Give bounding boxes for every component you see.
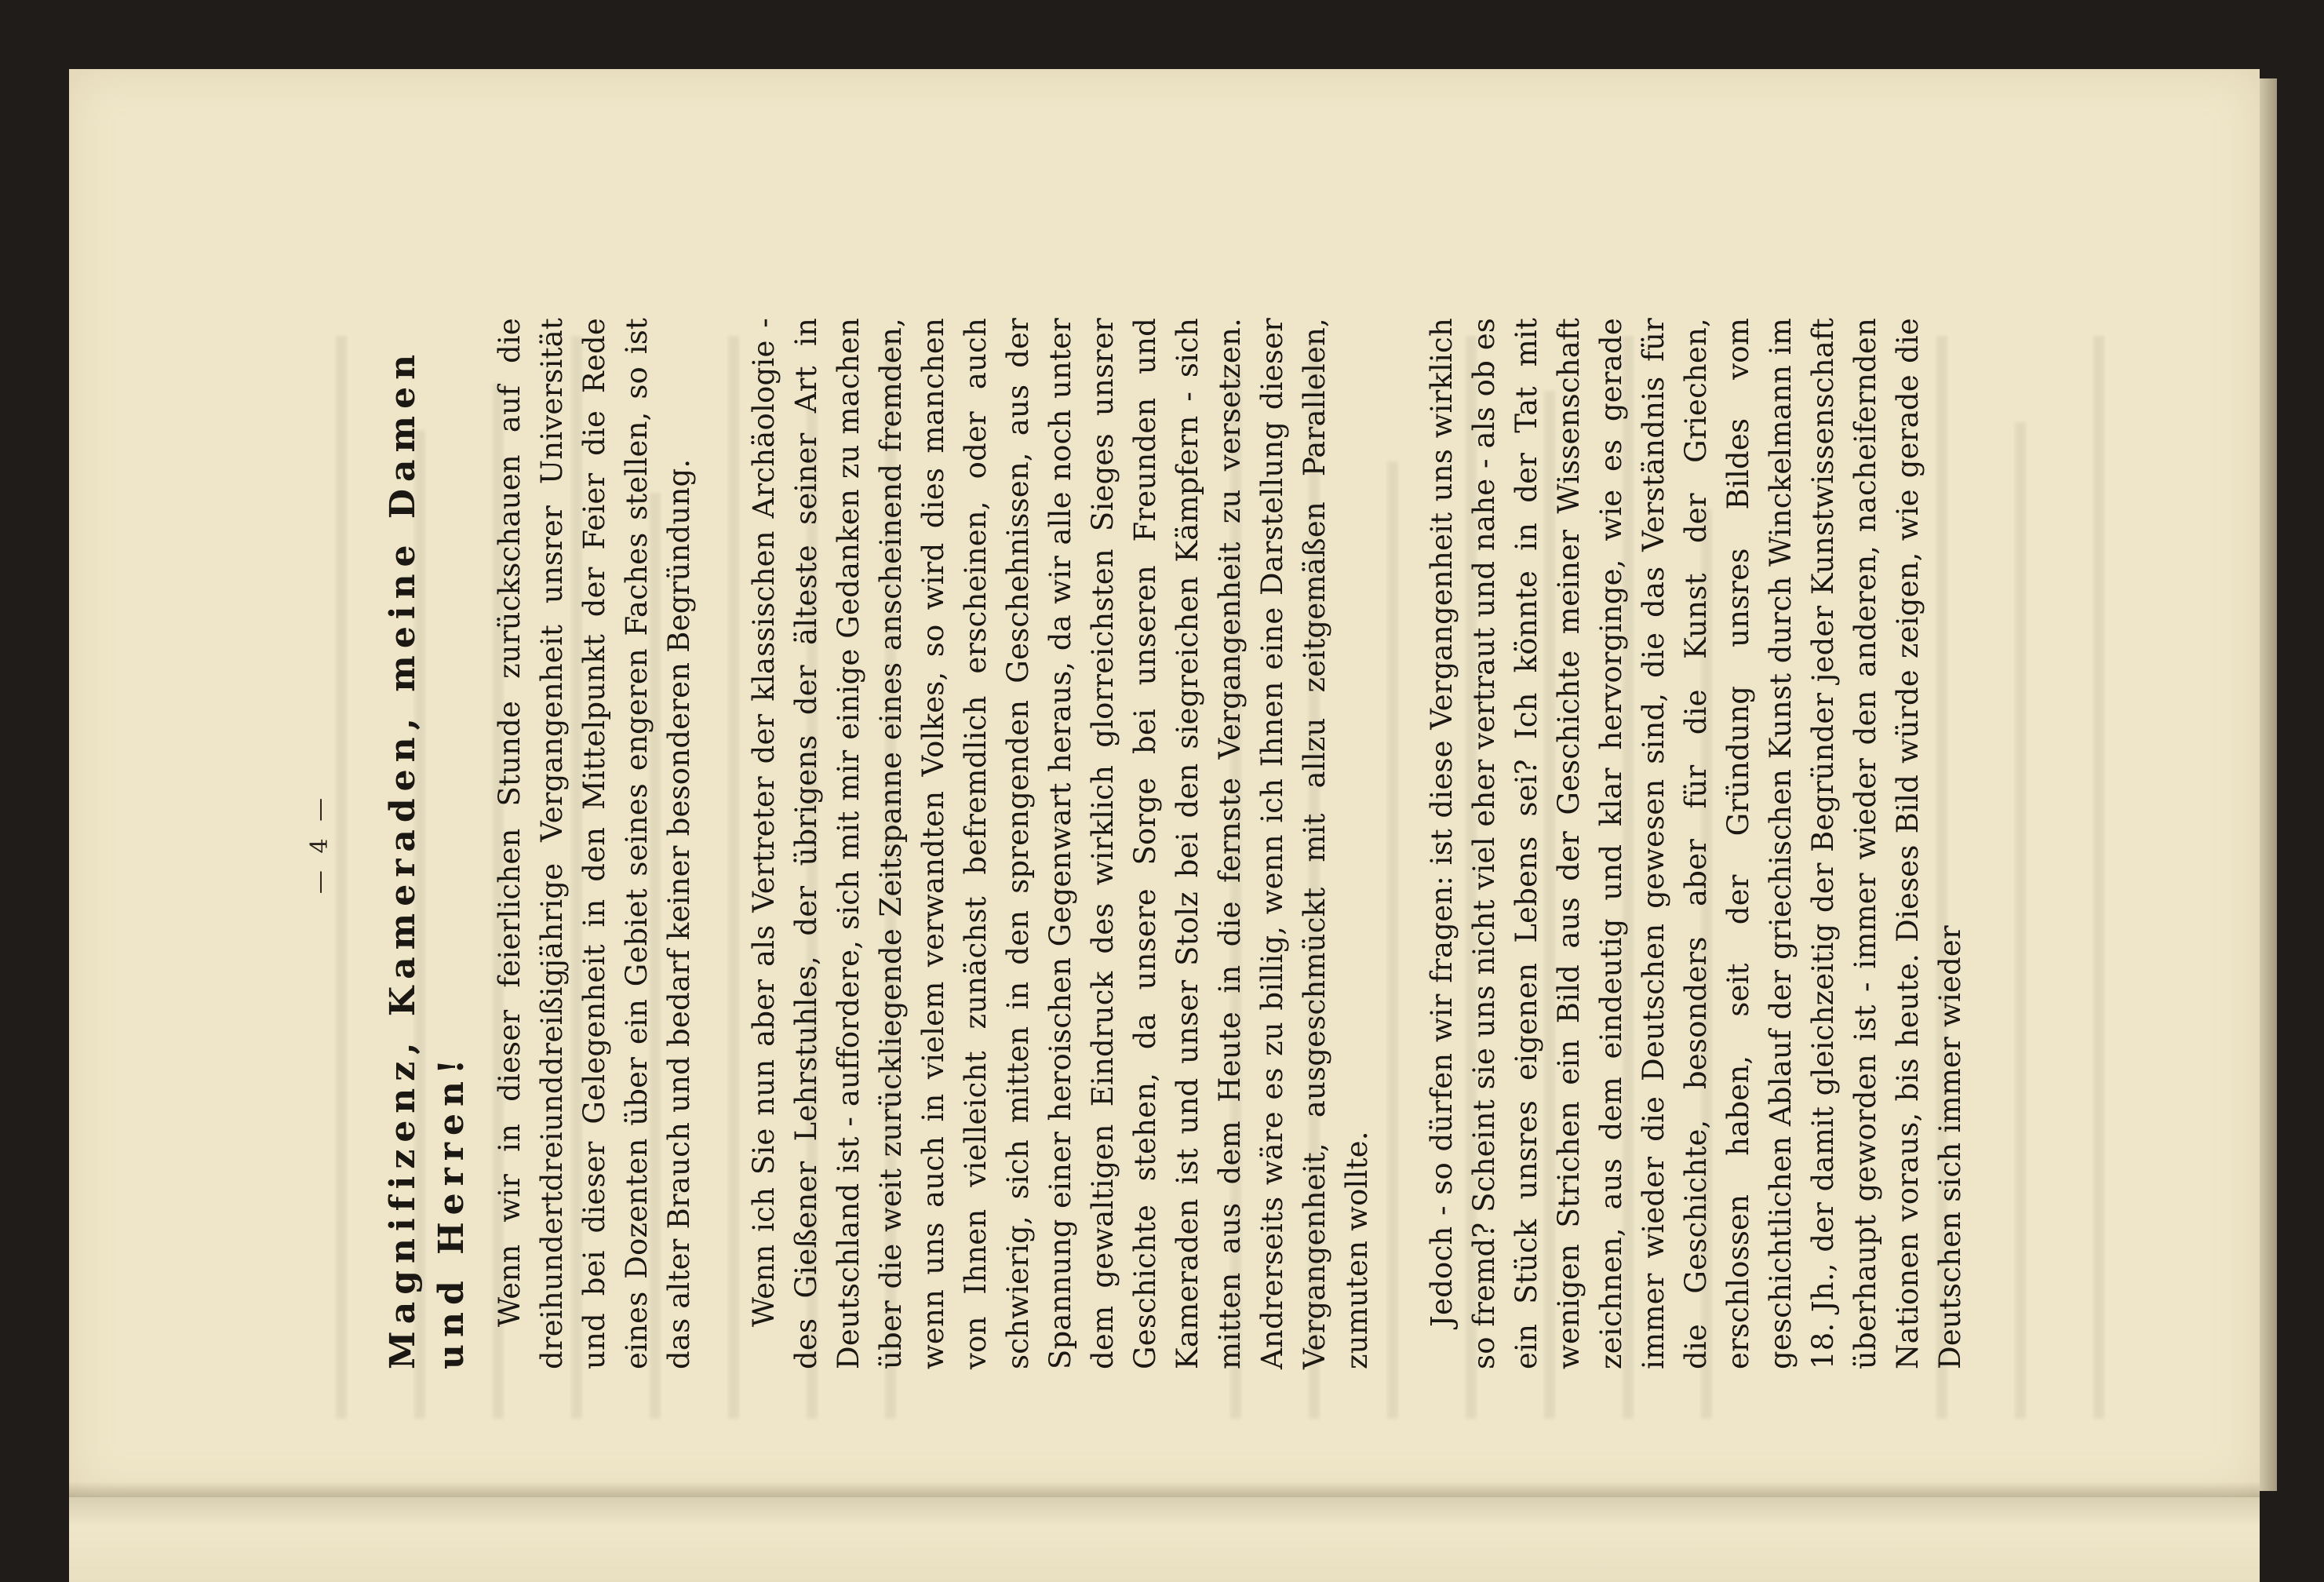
page-edge bbox=[2260, 78, 2277, 1491]
facing-page-fold bbox=[69, 1497, 2260, 1582]
paragraph-3: Jedoch - so dürfen wir fragen: ist diese Vergangenheit uns wirklich so fremd? Scheint sie uns nicht viel eher vertraut und nahe - als ob es ein Stück unsres eigenen Lebens sei? Ich könnte in der Tat mit wenigen Strichen ein Bild aus der Geschichte meiner Wissenschaft zeichnen, aus dem eindeutig und klar hervorginge, wie es gerade immer wieder die Deutschen gewesen sind, die das Verständnis für die Geschichte, besonders aber für die Kunst der Griechen, erschlossen haben, seit der Gründung unsres Bildes vom geschichtlichen Ablauf der griechischen Kunst durch Winckelmann im 18. Jh., der damit gleichzeitig der Begründer jeder Kunstwissenschaft überhaupt geworden ist - immer wieder den anderen, nacheifernden Nationen voraus, bis heute. Dieses Bild würde zeigen, wie gerade die Deutschen sich immer wieder bbox=[1425, 318, 1967, 1369]
paragraph-2: Wenn ich Sie nun aber als Vertreter der klassischen Archäologie - des Gießener Lehrstuhles, der übrigens der älteste seiner Art in Deutschland ist - auffordere, sich mit mir einige Gedanken zu machen über die weit zurückliegende Zeitspanne eines anscheinend fremden, wenn uns auch in vielem verwandten Volkes, so wird dies manchen von Ihnen vielleicht zunächst befremdlich erscheinen, oder auch schwierig, sich mitten in den sprengenden Geschehnissen, aus der Spannung einer heroischen Gegenwart heraus, da wir alle noch unter dem gewaltigen Eindruck des wirklich glorreichsten Sieges unsrer Geschichte stehen, da unsere Sorge bei unseren Freunden und Kameraden ist und unser Stolz bei den siegreichen Kämpfern - sich mitten aus dem Heute in die fernste Vergangenheit zu versetzen. Andrerseits wäre es zu billig, wenn ich Ihnen eine Darstellung dieser Vergangenheit, ausgeschmückt mit allzu zeitgemäßen Parallelen, zumuten wollte. bbox=[747, 318, 1374, 1369]
address-heading: Magnifizenz, Kameraden, meine Damen und Herren! bbox=[383, 347, 472, 1369]
paragraph-1: Wenn wir in dieser feierlichen Stunde zurückschauen auf die dreihundertdreiunddreißigjährige Vergangenheit unsrer Universität und bei dieser Gelegenheit in den Mittelpunkt der Feier die Rede eines Dozenten über ein Gebiet seines engeren Faches stellen, so ist das alter Brauch und bedarf keiner besonderen Begründung. bbox=[493, 318, 696, 1369]
page-number: — 4 — bbox=[306, 793, 333, 895]
rotated-text-block bbox=[306, 318, 2009, 1369]
